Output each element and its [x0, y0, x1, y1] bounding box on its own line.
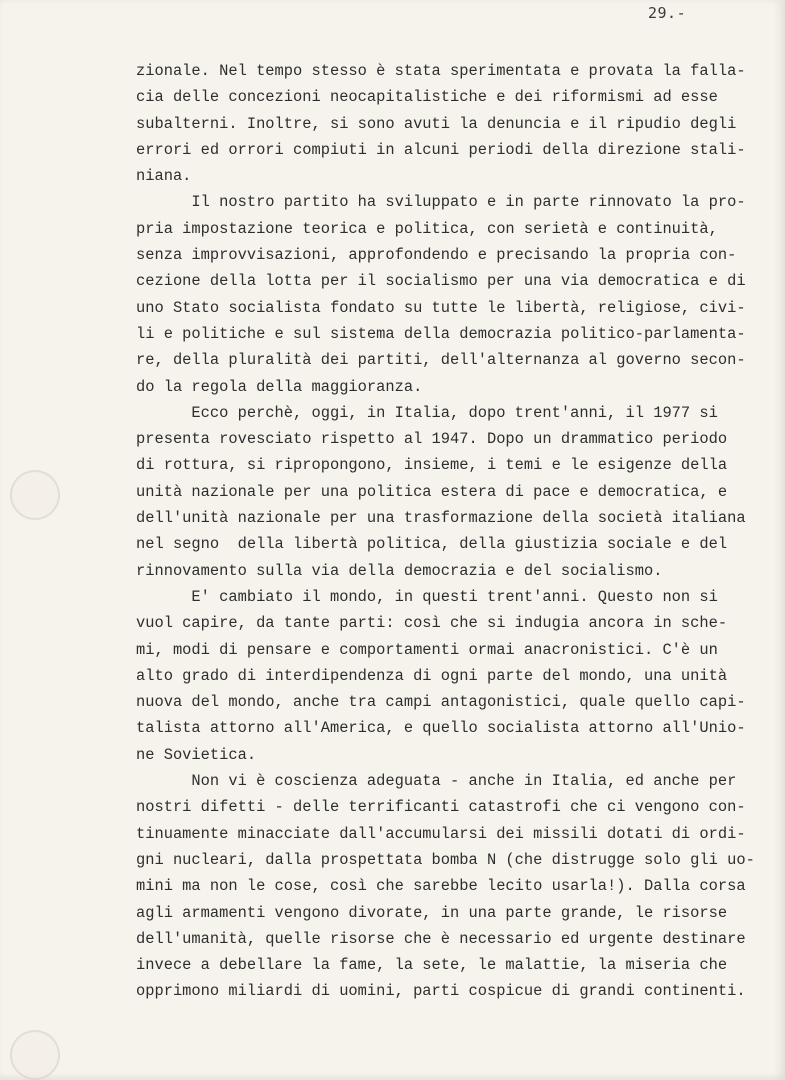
text-line: errori ed orrori compiuti in alcuni periodi della direzione stali-: [136, 140, 746, 159]
text-line: mi, modi di pensare e comportamenti ormai anacronistici. C'è un: [136, 640, 718, 659]
text-line: ne Sovietica.: [136, 745, 257, 764]
text-line: Ecco perchè, oggi, in Italia, dopo trent'anni, il 1977 si: [136, 403, 718, 422]
typewritten-body-text: [136, 58, 776, 1005]
punch-hole-mark: [10, 1030, 60, 1080]
text-line: unità nazionale per una politica estera di pace e democratica, e: [136, 482, 728, 501]
text-line: nostri difetti - delle terrificanti catastrofi che ci vengono con-: [136, 798, 746, 817]
text-line: invece a debellare la fame, la sete, le malattie, la miseria che: [136, 956, 728, 975]
text-line: cia delle concezioni neocapitalistiche e dei riformismi ad esse: [136, 88, 718, 107]
text-line: zionale. Nel tempo stesso è stata sperimentata e provata la falla-: [136, 62, 746, 80]
text-line: rinnovamento sulla via della democrazia e del socialismo.: [136, 561, 663, 580]
text-line: E' cambiato il mondo, in questi trent'anni. Questo non si: [136, 587, 718, 606]
text-line: mini ma non le cose, così che sarebbe lecito usarla!). Dalla corsa: [136, 877, 746, 896]
text-line: presenta rovesciato rispetto al 1947. Dopo un drammatico periodo: [136, 430, 728, 449]
text-line: dell'umanità, quelle risorse che è necessario ed urgente destinare: [136, 929, 746, 948]
text-line: Non vi è coscienza adeguata - anche in Italia, ed anche per: [136, 772, 737, 791]
punch-hole-mark: [10, 470, 60, 520]
text-line: niana.: [136, 167, 192, 186]
text-line: dell'unità nazionale per una trasformazione della società italiana: [136, 509, 746, 528]
text-line: alto grado di interdipendenza di ogni parte del mondo, una unità: [136, 666, 728, 685]
text-line: cezione della lotta per il socialismo per una via democratica e di: [136, 272, 746, 291]
text-line: nel segno della libertà politica, della giustizia sociale e del: [136, 535, 728, 554]
text-line: nuova del mondo, anche tra campi antagonistici, quale quello capi-: [136, 693, 746, 712]
text-line: talista attorno all'America, e quello socialista attorno all'Unio-: [136, 719, 746, 738]
text-line: do la regola della maggioranza.: [136, 377, 423, 396]
text-line: subalterni. Inoltre, si sono avuti la denuncia e il ripudio degli: [136, 114, 737, 133]
page-number: 29.-: [648, 4, 687, 22]
text-line: vuol capire, da tante parti: così che si indugia ancora in sche-: [136, 614, 728, 633]
text-line: opprimono miliardi di uomini, parti cospicue di grandi continenti.: [136, 982, 746, 1001]
text-line: re, della pluralità dei partiti, dell'alternanza al governo secon-: [136, 351, 746, 370]
text-line: agli armamenti vengono divorate, in una parte grande, le risorse: [136, 903, 728, 922]
text-line: li e politiche e sul sistema della democrazia politico-parlamenta-: [136, 324, 746, 343]
text-line: Il nostro partito ha sviluppato e in parte rinnovato la pro-: [136, 193, 746, 212]
text-line: uno Stato socialista fondato su tutte le libertà, religiose, civi-: [136, 298, 746, 317]
text-line: di rottura, si ripropongono, insieme, i temi e le esigenze della: [136, 456, 728, 475]
text-line: senza improvvisazioni, approfondendo e precisando la propria con-: [136, 246, 737, 265]
text-line: gni nucleari, dalla prospettata bomba N (che distrugge solo gli uo-: [136, 850, 755, 869]
text-line: pria impostazione teorica e politica, con serietà e continuità,: [136, 219, 718, 238]
text-line: tinuamente minacciate dall'accumularsi dei missili dotati di ordi-: [136, 824, 746, 843]
